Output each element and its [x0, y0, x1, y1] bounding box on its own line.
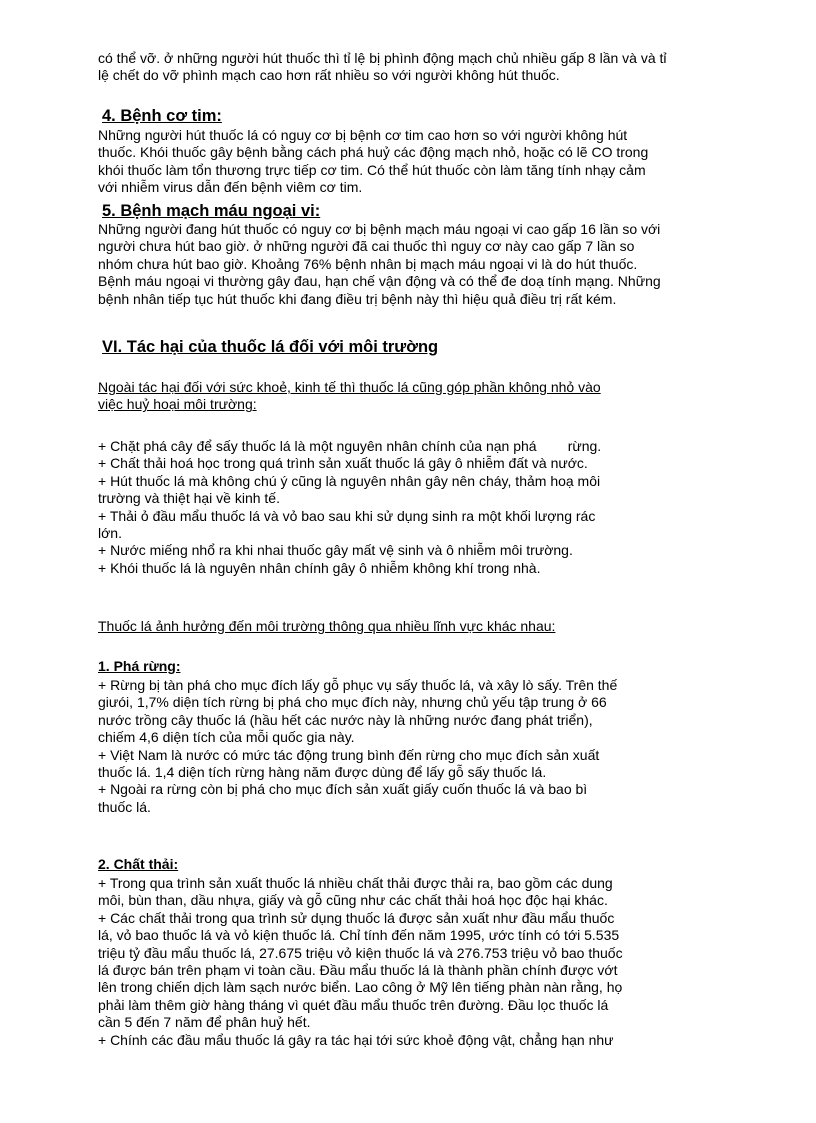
text-line: + Các chất thải trong qua trình sử dụng thuốc lá được sản xuất như đầu mẩu thuốc [98, 909, 615, 926]
text-line: + Chính các đầu mẩu thuốc lá gây ra tác hại tới sức khoẻ động vật, chẳng hạn như [98, 1031, 614, 1048]
text-line: + Ngoài ra rừng còn bị phá cho mục đích sản xuất giấy cuốn thuốc lá và bao bì [98, 781, 588, 798]
text-line: + Trong qua trình sản xuất thuốc lá nhiều chất thải được thải ra, bao gồm các dung [98, 875, 613, 891]
peripheral-vascular-paragraph [98, 221, 770, 308]
text-line: giưói, 1,7% diện tích rừng bị phá cho mục đích này, nhưng chủ yếu tập trung ở 66 [98, 694, 607, 711]
bullet-item: + Khói thuốc lá là nguyên nhân chính gây ô nhiễm không khí trong nhà. [98, 559, 541, 576]
text-line: người chưa hút bao giờ. ở những người đã cai thuốc thì nguy cơ này cao gấp 7 lần so [98, 238, 635, 255]
bullet-item: + Chất thải hoá học trong quá trình sản xuất thuốc lá gây ô nhiễm đất và nước. [98, 455, 588, 472]
text-line: Những người hút thuốc lá có nguy cơ bị bệnh cơ tim cao hơn so với người không hút [98, 127, 628, 143]
text-line: môi, bùn than, dầu nhựa, giấy và gỗ cũng như các chất thải hoá học độc hại khác. [98, 892, 608, 909]
text-line: việc huỷ hoại môi trường: [98, 396, 257, 413]
bullet-item: lớn. [98, 525, 122, 542]
environment-bullets [98, 438, 770, 577]
bullet-item: trường và thiệt hại về kinh tế. [98, 490, 280, 507]
text-line: thuốc lá. [98, 798, 151, 815]
environment-intro [98, 379, 770, 414]
text-line: có thể vỡ. ở những người hút thuốc thì tỉ lệ bị phình động mạch chủ nhiều gấp 8 lần và và tỉ [98, 50, 667, 66]
section-heading-peripheral-vascular: 5. Bệnh mạch máu ngoại vi: [102, 202, 321, 220]
text-line: + Việt Nam là nước có mức tác động trung bình đến rừng cho mục đích sản xuất [98, 746, 600, 763]
text-line: thuốc. Khói thuốc gây bệnh bằng cách phá huỷ các động mạch nhỏ, hoặc có lẽ CO trong [98, 144, 649, 161]
text-line: phải làm thêm giờ hàng tháng vì quét đầu mẩu thuốc trên đường. Đầu lọc thuốc lá [98, 996, 609, 1013]
section-heading-cardiomyopathy: 4. Bệnh cơ tim: [102, 107, 222, 125]
text-line: lệ chết do vỡ phình mạch cao hơn rất nhiều so với người không hút thuốc. [98, 67, 560, 84]
text-line: khói thuốc làm tổn thương trực tiếp cơ tim. Có thể hút thuốc còn làm tăng tính nhạy cảm [98, 161, 646, 178]
text-line: chiếm 4,6 diện tích của mỗi quốc gia này. [98, 729, 355, 746]
waste-paragraph [98, 875, 770, 1049]
text-line: lá được bán trên phạm vi toàn cầu. Đầu mẩu thuốc lá là thành phần chính được vớt [98, 962, 618, 979]
text-line: nước trồng cây thuốc lá (hầu hết các nước này là những nước đang phát triển), [98, 711, 593, 728]
text-line: Những người đang hút thuốc có nguy cơ bị bệnh mạch máu ngoại vi cao gấp 16 lần so với [98, 221, 661, 237]
chapter-heading-environment: VI. Tác hại của thuốc lá đối với môi trường [102, 338, 439, 356]
subheading-deforestation: 1. Phá rừng: [98, 658, 181, 674]
intro-paragraph [98, 50, 770, 85]
deforestation-paragraph [98, 677, 770, 816]
bullet-item: + Chặt phá cây để sấy thuốc lá là một nguyên nhân chính của nạn phá rừng. [98, 438, 602, 454]
text-line: + Rừng bị tàn phá cho mục đích lấy gỗ phục vụ sấy thuốc lá, và xây lò sấy. Trên thế [98, 677, 618, 693]
environment-areas-intro [98, 618, 770, 635]
text-line: thuốc lá. 1,4 diện tích rừng hàng năm được dùng để lấy gỗ sấy thuốc lá. [98, 764, 547, 781]
subheading-waste: 2. Chất thải: [98, 856, 179, 872]
text-line: lá, vỏ bao thuốc lá và vỏ kiện thuốc lá. Chỉ tính đến năm 1995, ước tính có tới 5.535 [98, 927, 620, 944]
text-line: Ngoài tác hại đối với sức khoẻ, kinh tế thì thuốc lá cũng góp phần không nhỏ vào [98, 379, 601, 395]
bullet-item: + Hút thuốc lá mà không chú ý cũng là nguyên nhân gây nên cháy, thảm hoạ môi [98, 472, 601, 489]
text-line: với nhiễm virus dẫn đến bệnh viêm cơ tim. [98, 179, 363, 196]
bullet-item: + Nước miếng nhổ ra khi nhai thuốc gây mất vệ sinh và ô nhiễm môi trường. [98, 542, 573, 559]
text-line: cần 5 đến 7 năm để phân huỷ hết. [98, 1014, 311, 1031]
text-line: lên trong chiến dịch làm sạch nước biển. Lao công ở Mỹ lên tiếng phàn nàn rằng, họ [98, 979, 623, 996]
text-line: Bệnh máu ngoại vi thường gây đau, hạn chế vận động và có thể đe doạ tính mạng. Những [98, 273, 661, 290]
text-line: bệnh nhân tiếp tục hút thuốc khi đang điều trị bệnh này thì hiệu quả điều trị rất kém. [98, 290, 617, 307]
text-line: triệu tỷ đầu mẩu thuốc lá, 27.675 triệu vỏ kiện thuốc lá và 276.753 triệu vỏ bao thuốc [98, 944, 623, 961]
text-line: nhóm chưa hút bao giờ. Khoảng 76% bệnh nhân bị mạch máu ngoại vi là do hút thuốc. [98, 255, 638, 272]
text-line: Thuốc lá ảnh hưởng đến môi trường thông qua nhiều lĩnh vực khác nhau: [98, 618, 556, 634]
bullet-item: + Thải ỏ đầu mẩu thuốc lá và vỏ bao sau khi sử dụng sinh ra một khối lượng rác [98, 507, 596, 524]
cardiomyopathy-paragraph [98, 127, 770, 197]
